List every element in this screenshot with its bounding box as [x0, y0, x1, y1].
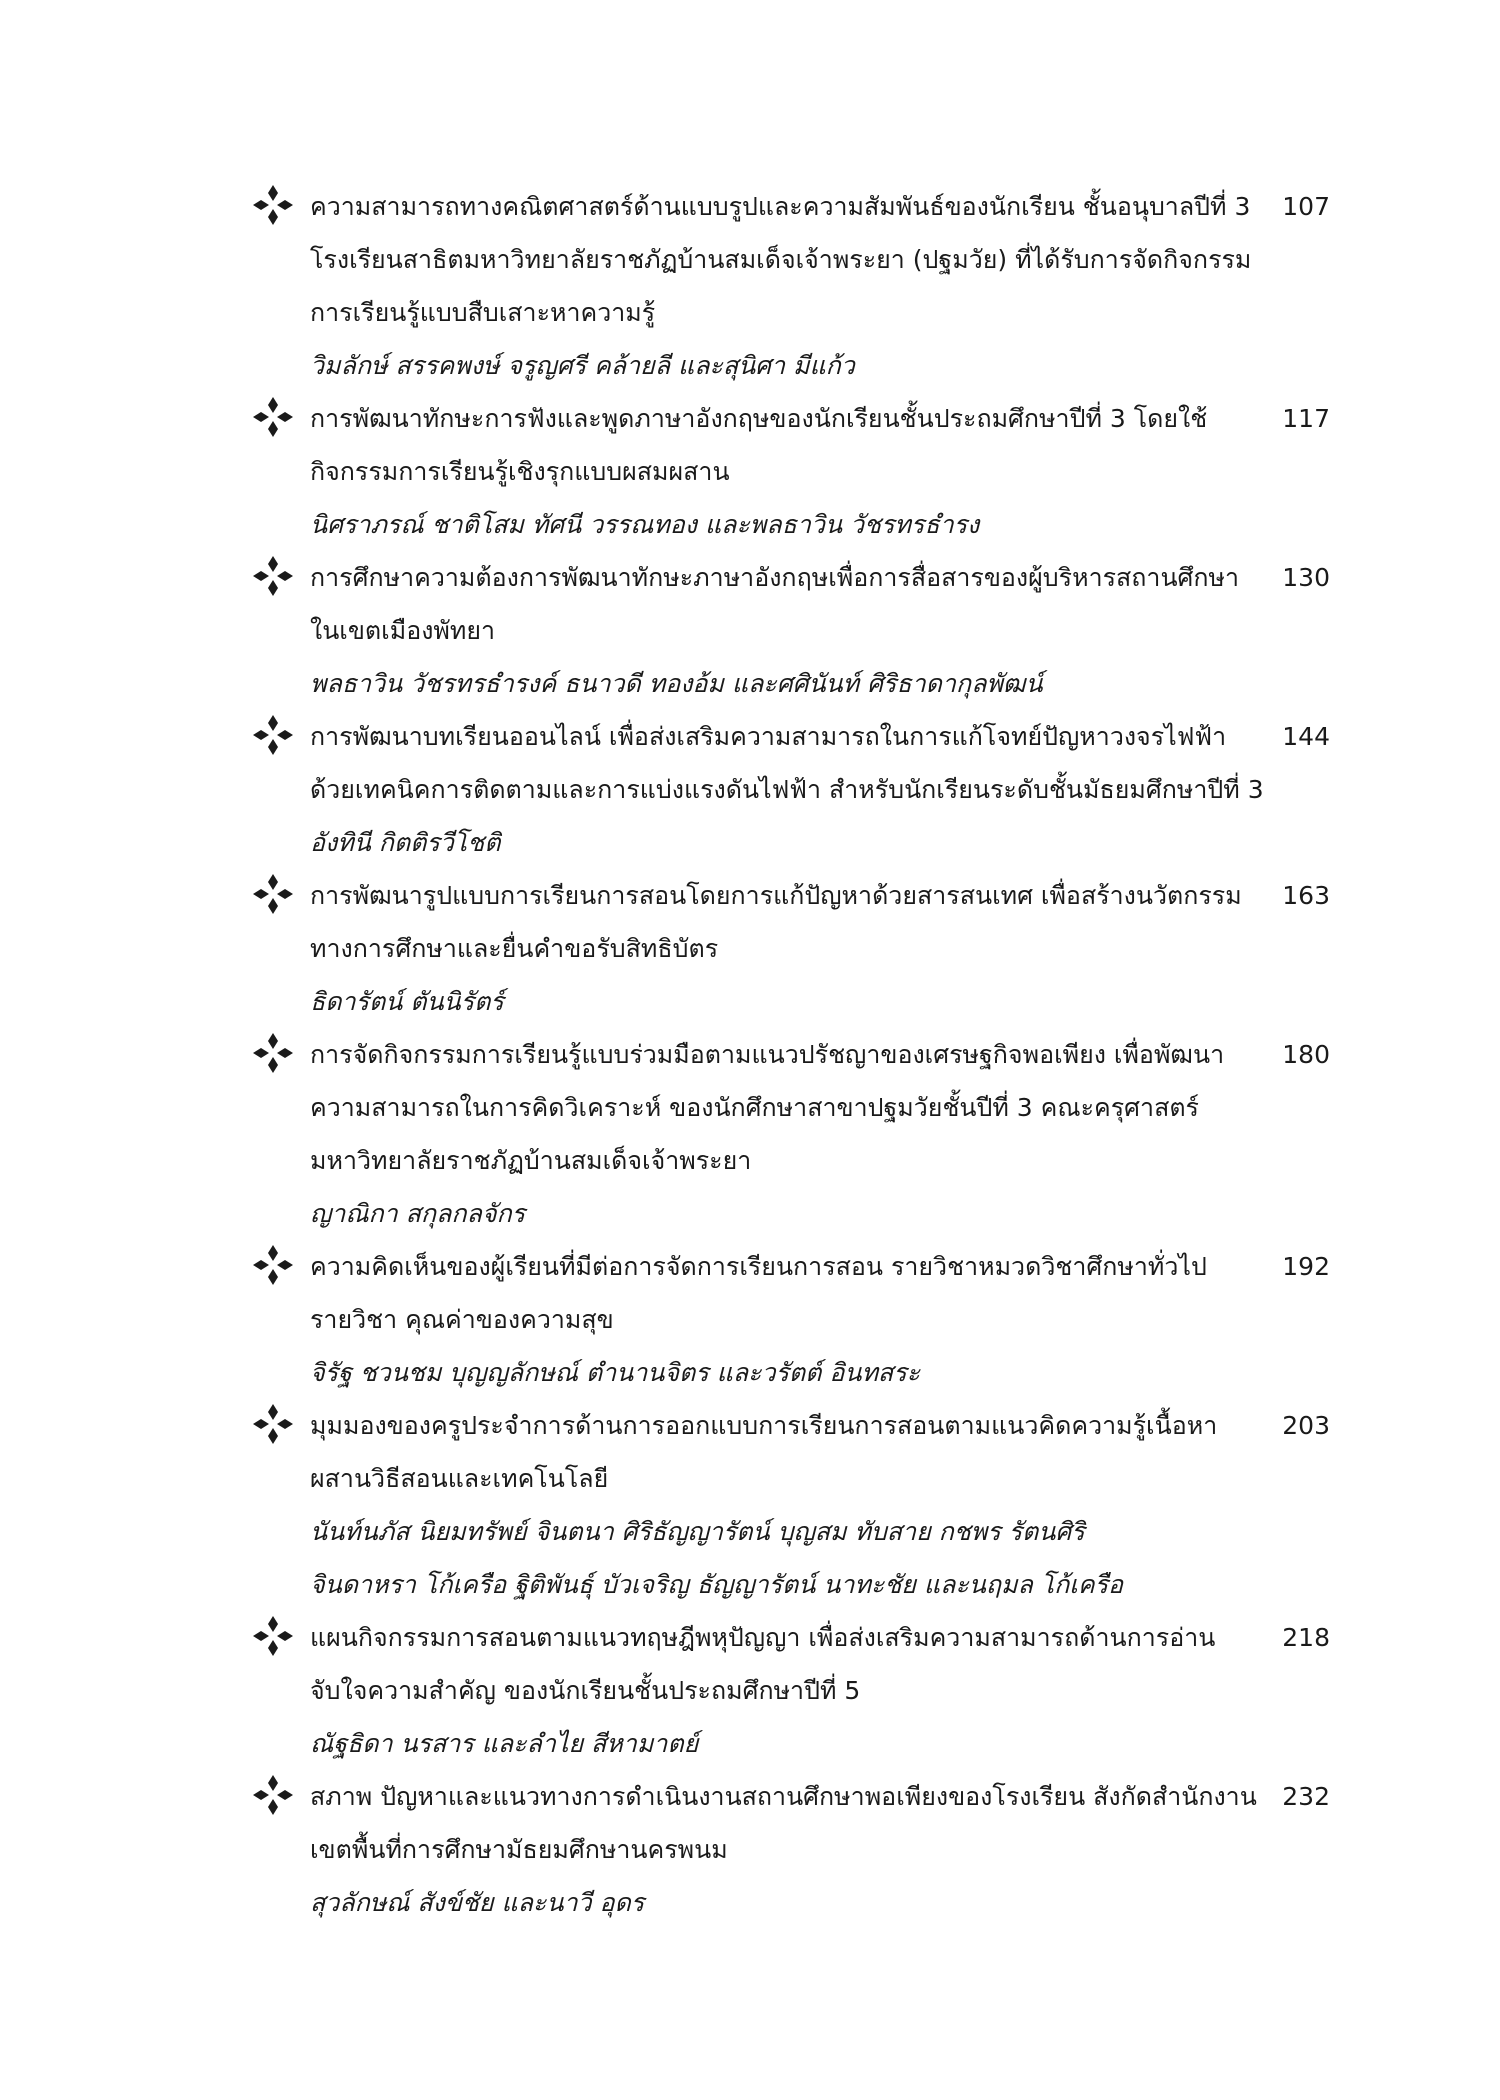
entry-title-line: ความสามารถในการคิดวิเคราะห์ ของนักศึกษาสาขาปฐมวัยชั้นปีที่ 3 คณะครุศาสตร์: [310, 1093, 1199, 1122]
diamond-bullet-icon: [250, 394, 296, 440]
toc-entry: [250, 180, 1330, 392]
diamond-bullet-icon: [250, 1030, 296, 1076]
page-number: 144: [1282, 722, 1330, 751]
entry-title-line: จับใจความสำคัญ ของนักเรียนชั้นประถมศึกษาปีที่ 5: [310, 1676, 861, 1705]
page-number: 180: [1282, 1040, 1330, 1069]
entry-authors-line: นิศราภรณ์ ชาติโสม ทัศนี วรรณทอง และพลธาวิน วัชรทรธำรง: [310, 510, 980, 539]
page-number: 130: [1282, 563, 1330, 592]
entry-title-line: โรงเรียนสาธิตมหาวิทยาลัยราชภัฏบ้านสมเด็จเจ้าพระยา (ปฐมวัย) ที่ได้รับการจัดกิจกรรม: [310, 245, 1252, 274]
page-number: 163: [1282, 881, 1330, 910]
entry-title-line: มหาวิทยาลัยราชภัฏบ้านสมเด็จเจ้าพระยา: [310, 1146, 752, 1175]
entry-authors-line: สุวลักษณ์ สังข์ชัย และนาวี อุดร: [310, 1888, 645, 1917]
entry-title-line: การจัดกิจกรรมการเรียนรู้แบบร่วมมือตามแนวปรัชญาของเศรษฐกิจพอเพียง เพื่อพัฒนา: [310, 1040, 1225, 1069]
entry-title-line: การพัฒนาบทเรียนออนไลน์ เพื่อส่งเสริมความสามารถในการแก้โจทย์ปัญหาวงจรไฟฟ้า: [310, 722, 1227, 751]
diamond-bullet-icon: [250, 712, 296, 758]
page-number: 107: [1282, 192, 1330, 221]
diamond-bullet-icon: [250, 871, 296, 917]
entry-title-line: มุมมองของครูประจำการด้านการออกแบบการเรียนการสอนตามแนวคิดความรู้เนื้อหา: [310, 1411, 1218, 1440]
entry-title-line: ทางการศึกษาและยื่นคำขอรับสิทธิบัตร: [310, 934, 719, 963]
entry-title-line: กิจกรรมการเรียนรู้เชิงรุกแบบผสมผสาน: [310, 457, 730, 486]
entry-title-line: ด้วยเทคนิคการติดตามและการแบ่งแรงดันไฟฟ้า สำหรับนักเรียนระดับชั้นมัธยมศึกษาปีที่ 3: [310, 775, 1264, 804]
entry-title-line: แผนกิจกรรมการสอนตามแนวทฤษฎีพหุปัญญา เพื่อส่งเสริมความสามารถด้านการอ่าน: [310, 1623, 1216, 1652]
toc-entry: [250, 1611, 1330, 1770]
diamond-bullet-icon: [250, 182, 296, 228]
page-number: 117: [1282, 404, 1330, 433]
entry-title-line: สภาพ ปัญหาและแนวทางการดำเนินงานสถานศึกษาพอเพียงของโรงเรียน สังกัดสำนักงาน: [310, 1782, 1257, 1811]
diamond-bullet-icon: [250, 553, 296, 599]
entry-title-line: ความคิดเห็นของผู้เรียนที่มีต่อการจัดการเรียนการสอน รายวิชาหมวดวิชาศึกษาทั่วไป: [310, 1252, 1207, 1281]
entry-authors-line: วิมลักษ์ สรรคพงษ์ จรูญศรี คล้ายลี และสุนิศา มีแก้ว: [310, 351, 855, 380]
entry-title-line: การเรียนรู้แบบสืบเสาะหาความรู้: [310, 298, 656, 327]
toc-entry: [250, 1240, 1330, 1399]
page-number: 192: [1282, 1252, 1330, 1281]
toc-entry: [250, 551, 1330, 710]
entry-title-line: การพัฒนารูปแบบการเรียนการสอนโดยการแก้ปัญหาด้วยสารสนเทศ เพื่อสร้างนวัตกรรม: [310, 881, 1242, 910]
diamond-bullet-icon: [250, 1401, 296, 1447]
entry-authors-line: จินดาหรา โก้เครือ ฐิติพันธุ์ บัวเจริญ ธัญญารัตน์ นาทะชัย และนฤมล โก้เครือ: [310, 1570, 1124, 1599]
entry-authors-line: อังทินี กิตติรวีโชติ: [310, 828, 501, 857]
entry-authors-line: ญาณิกา สกุลกลจักร: [310, 1199, 526, 1228]
entry-authors-line: จิรัฐ ชวนชม บุญญลักษณ์ ตำนานจิตร และวรัตต์ อินทสระ: [310, 1358, 921, 1387]
entry-title-line: การพัฒนาทักษะการฟังและพูดภาษาอังกฤษของนักเรียนชั้นประถมศึกษาปีที่ 3 โดยใช้: [310, 404, 1208, 433]
entry-title-line: ความสามารถทางคณิตศาสตร์ด้านแบบรูปและความสัมพันธ์ของนักเรียน ชั้นอนุบาลปีที่ 3: [310, 192, 1251, 221]
table-of-contents: [250, 180, 1330, 1929]
diamond-bullet-icon: [250, 1772, 296, 1818]
entry-title-line: การศึกษาความต้องการพัฒนาทักษะภาษาอังกฤษเพื่อการสื่อสารของผู้บริหารสถานศึกษา: [310, 563, 1240, 592]
toc-entry: [250, 1770, 1330, 1929]
page-number: 232: [1282, 1782, 1330, 1811]
entry-title-line: ผสานวิธีสอนและเทคโนโลยี: [310, 1464, 609, 1493]
entry-authors-line: ธิดารัตน์ ตันนิรัตร์: [310, 987, 504, 1016]
diamond-bullet-icon: [250, 1613, 296, 1659]
entry-authors-line: ณัฐธิดา นรสาร และลำไย สีหามาตย์: [310, 1729, 699, 1758]
toc-entry: [250, 710, 1330, 869]
entry-authors-line: พลธาวิน วัชรทรธำรงค์ ธนาวดี ทองอ้ม และศศินันท์ ศิริธาดากุลพัฒน์: [310, 669, 1043, 698]
entry-authors-line: นันท์นภัส นิยมทรัพย์ จินตนา ศิริธัญญารัตน์ บุญสม ทับสาย กชพร รัตนศิริ: [310, 1517, 1085, 1546]
toc-entry: [250, 869, 1330, 1028]
toc-entry: [250, 1028, 1330, 1240]
page-number: 203: [1282, 1411, 1330, 1440]
page-number: 218: [1282, 1623, 1330, 1652]
entry-title-line: ในเขตเมืองพัทยา: [310, 616, 496, 645]
diamond-bullet-icon: [250, 1242, 296, 1288]
toc-entry: [250, 392, 1330, 551]
toc-entry: [250, 1399, 1330, 1611]
entry-title-line: รายวิชา คุณค่าของความสุข: [310, 1305, 614, 1334]
entry-title-line: เขตพื้นที่การศึกษามัธยมศึกษานครพนม: [310, 1835, 728, 1864]
